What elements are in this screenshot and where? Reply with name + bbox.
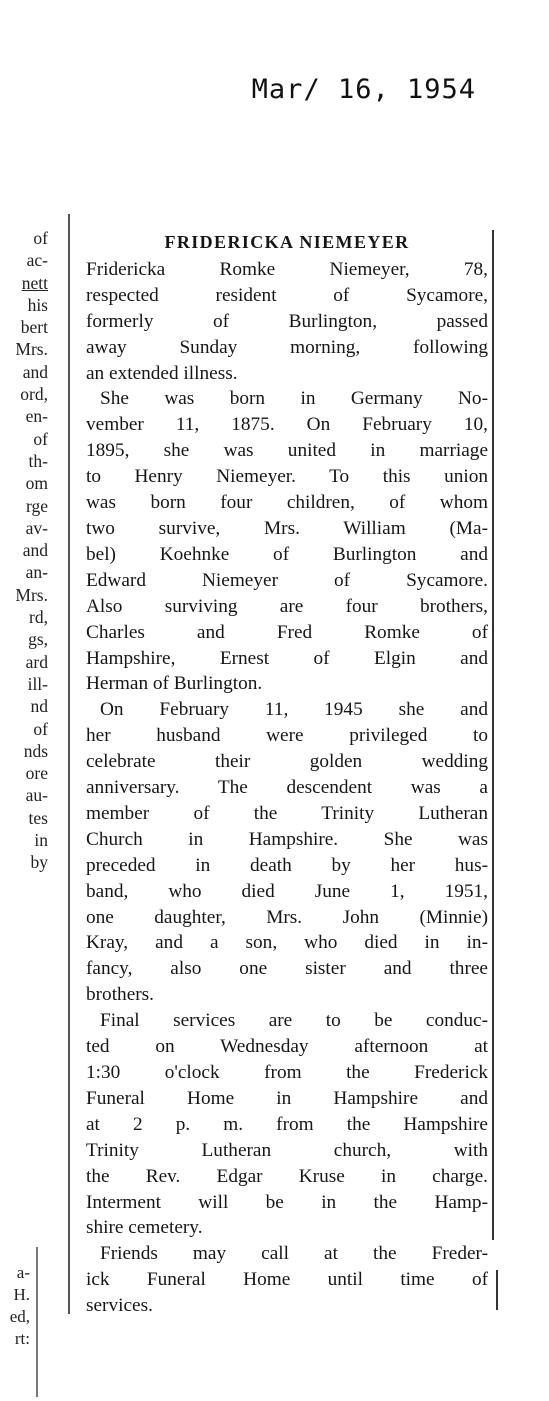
adjacent-column-line: th- — [28, 450, 48, 471]
adjacent-column-line: of — [33, 228, 48, 248]
article-line: Also surviving are four brothers, — [86, 595, 488, 617]
article-line: member of the Trinity Lutheran — [86, 802, 488, 824]
adjacent-column-line: rd, — [29, 607, 48, 628]
article-line: Final services are to be conduc- — [100, 1010, 488, 1032]
article-line: two survive, Mrs. William (Ma- — [86, 517, 488, 539]
article-line: preceded in death by her hus- — [86, 854, 488, 876]
article-line: She was born in Germany No- — [100, 388, 488, 410]
adjacent-column-line: ed, — [9, 1307, 30, 1326]
article-line: at 2 p. m. from the Hampshire — [86, 1113, 488, 1135]
adjacent-column-line: om — [25, 473, 48, 494]
article-line: Hampshire, Ernest of Elgin and — [86, 647, 488, 669]
article-line: Trinity Lutheran church, with — [86, 1139, 488, 1161]
adjacent-column-line: Mrs. — [15, 584, 48, 605]
adjacent-column-line: a- — [16, 1263, 30, 1282]
adjacent-column-line: of — [33, 428, 48, 449]
clipping-date: Mar/ 16, 1954 — [251, 74, 476, 105]
adjacent-column-line: gs, — [28, 629, 48, 650]
article-line: one daughter, Mrs. John (Minnie) — [86, 906, 488, 928]
article-line: respected resident of Sycamore, — [86, 284, 488, 306]
article-line: to Henry Niemeyer. To this union — [86, 466, 488, 488]
article-line: shire cemetery. — [86, 1217, 203, 1239]
adjacent-column-line: nett — [21, 272, 48, 293]
adjacent-column-line: ore — [25, 763, 48, 784]
adjacent-column-line: ill- — [27, 673, 48, 694]
article-paragraph — [86, 1008, 488, 1241]
article-line: Charles and Fred Romke of — [86, 621, 488, 643]
adjacent-column-line: by — [30, 852, 48, 873]
adjacent-column-line: of — [33, 718, 48, 739]
adjacent-column-line: his — [27, 294, 48, 315]
article-body — [86, 257, 488, 1319]
adjacent-column-line: H. — [13, 1285, 30, 1304]
article-line: Friends may call at the Freder- — [100, 1243, 488, 1265]
article-paragraph — [86, 1241, 488, 1319]
article-line: On February 11, 1945 she and — [100, 699, 488, 721]
adjacent-column-line: an- — [25, 562, 48, 583]
article-line: Funeral Home in Hampshire and — [86, 1087, 488, 1109]
article-paragraph — [86, 386, 488, 697]
adjacent-column-line: Mrs. — [15, 339, 48, 360]
adjacent-column-line: au- — [25, 785, 48, 806]
article-paragraph — [86, 257, 488, 387]
adjacent-column-line: and — [22, 540, 48, 561]
article-line: brothers. — [86, 984, 155, 1006]
adjacent-column-line: ord, — [20, 384, 48, 405]
adjacent-column-line: tes — [28, 807, 48, 828]
article-line: was born four children, of whom — [86, 492, 488, 514]
article-line: Edward Niemeyer of Sycamore. — [86, 569, 488, 591]
article-line: 1895, she was united in marriage — [86, 440, 488, 462]
adjacent-column-fragment-bottom — [0, 1262, 30, 1350]
column-rule-left — [68, 214, 70, 1314]
article-headline: FRIDERICKA NIEMEYER — [164, 232, 410, 252]
article-line: bel) Koehnke of Burlington and — [86, 543, 488, 565]
article-line: Kray, and a son, who died in in- — [86, 932, 488, 954]
obituary-article — [86, 230, 488, 1319]
article-line: Fridericka Romke Niemeyer, 78, — [86, 258, 488, 280]
article-line: vember 11, 1875. On February 10, — [86, 414, 488, 436]
article-line: fancy, also one sister and three — [86, 958, 488, 980]
adjacent-column-fragment — [0, 227, 48, 874]
adjacent-column-line: ac- — [26, 250, 48, 271]
column-rule-fragment — [36, 1247, 38, 1397]
adjacent-column-line: nd — [30, 696, 48, 717]
article-line: ick Funeral Home until time of — [86, 1269, 488, 1291]
article-line: services. — [86, 1295, 153, 1317]
article-line: away Sunday morning, following — [86, 336, 488, 358]
adjacent-column-line: rge — [25, 495, 48, 516]
adjacent-column-line: ard — [25, 651, 48, 672]
article-line: ted on Wednesday afternoon at — [86, 1036, 488, 1058]
adjacent-column-line: and — [22, 361, 48, 382]
article-line: formerly of Burlington, passed — [86, 310, 488, 332]
adjacent-column-line: en- — [25, 406, 48, 427]
article-line: her husband were privileged to — [86, 725, 488, 747]
adjacent-column-line: nds — [23, 740, 48, 761]
article-line: Church in Hampshire. She was — [86, 828, 488, 850]
column-rule-right-lower — [496, 1270, 498, 1310]
adjacent-column-line: rt: — [14, 1329, 30, 1348]
article-line: celebrate their golden wedding — [86, 751, 488, 773]
adjacent-column-line: in — [34, 830, 48, 851]
column-rule-right — [492, 230, 494, 1240]
article-line: an extended illness. — [86, 362, 238, 384]
adjacent-column-line: av- — [25, 517, 48, 538]
article-line: Interment will be in the Hamp- — [86, 1191, 488, 1213]
adjacent-column-line: bert — [20, 317, 48, 338]
article-line: 1:30 o'clock from the Frederick — [86, 1062, 488, 1083]
article-line: anniversary. The descendent was a — [86, 777, 488, 799]
article-line: the Rev. Edgar Kruse in charge. — [86, 1165, 488, 1187]
article-line: Herman of Burlington. — [86, 673, 263, 695]
article-paragraph — [86, 697, 488, 1008]
article-line: band, who died June 1, 1951, — [86, 880, 488, 902]
